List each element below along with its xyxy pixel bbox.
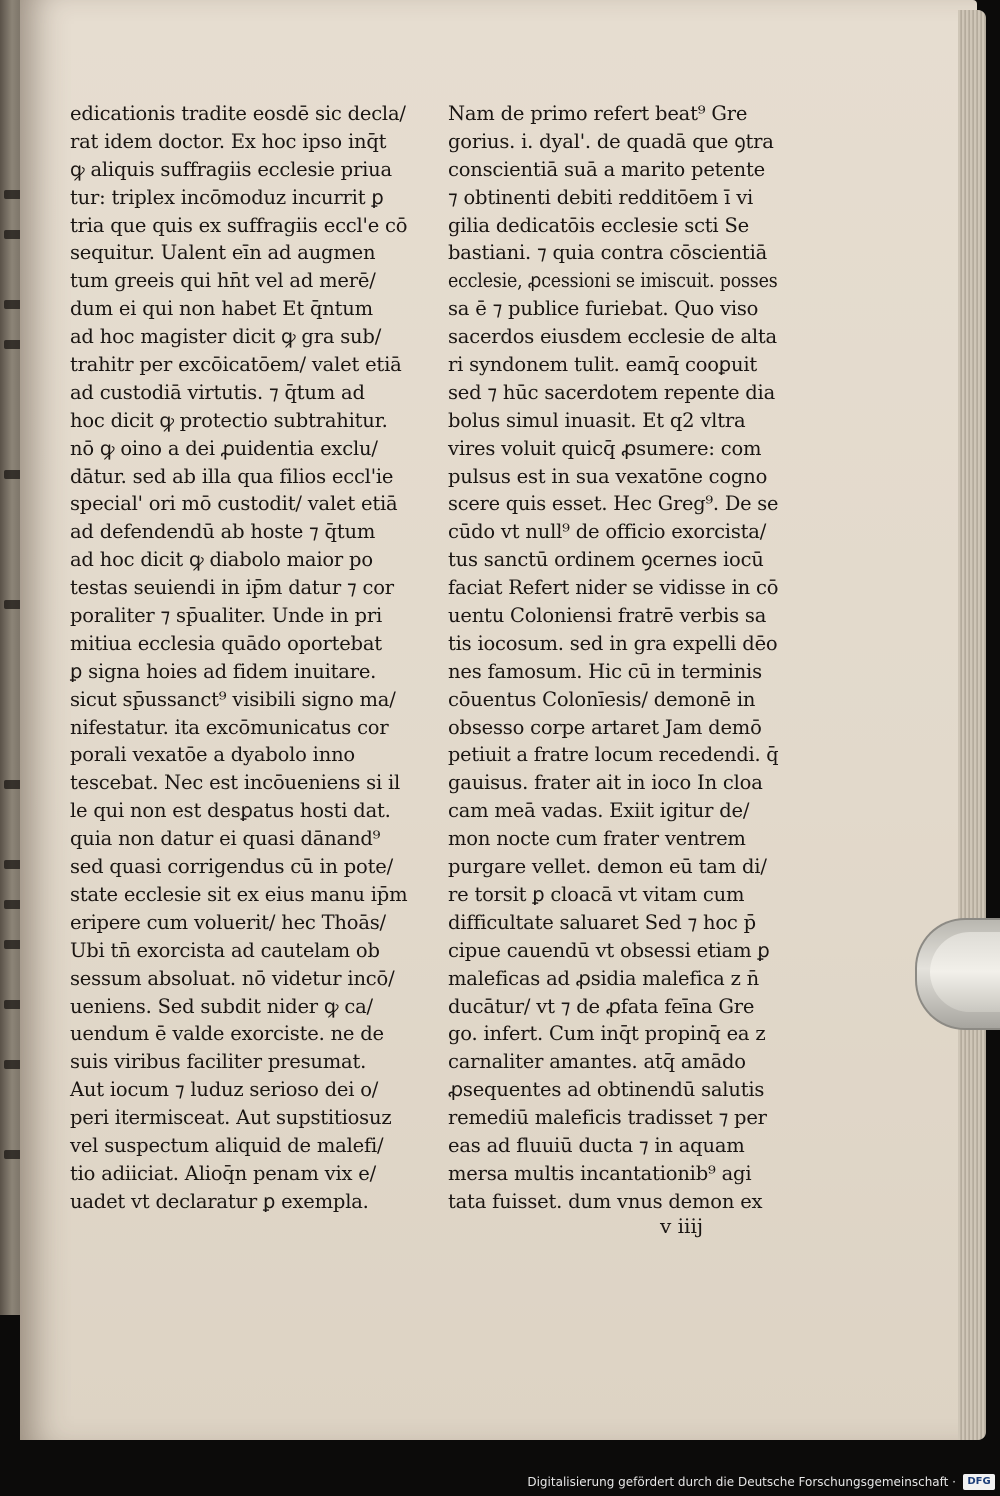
footer-credit: Digitalisierung gefördert durch die Deutsche Forschungsgemeinschaft · bbox=[527, 1475, 956, 1489]
dfg-logo: DFG bbox=[963, 1474, 995, 1490]
text-line: edicationis tradite eosdē sic decla/ bbox=[70, 102, 406, 125]
text-line: porali vexatōe a dyabolo inno bbox=[70, 743, 355, 767]
text-line: tria que quis ex suffragiis eccl'e cō bbox=[70, 213, 408, 237]
text-line: quia non datur ei quasi dānand⁹ bbox=[70, 827, 381, 851]
text-line: mitiua ecclesia quādo oportebat bbox=[70, 631, 382, 655]
text-line: scere quis esset. Hec Greg⁹. De se bbox=[448, 492, 779, 516]
text-line: uentu Coloniensi fratrē verbis sa bbox=[448, 604, 767, 628]
text-line: Aut iocum ⁊ luduz serioso dei o/ bbox=[70, 1078, 379, 1102]
text-line: sacerdos eiusdem ecclesie de alta bbox=[448, 325, 777, 349]
text-line: ducātur/ vt ⁊ de ꝓfata feīna Gre bbox=[448, 994, 755, 1018]
text-line: cōuentus Colonīesis/ demonē in bbox=[448, 687, 756, 711]
text-line: ⁊ obtinenti debiti redditōem ī vi bbox=[448, 185, 754, 209]
text-line: maleficas ad ꝓsidia malefica z n̄ bbox=[448, 966, 760, 990]
signature-mark: v iiij bbox=[660, 1214, 704, 1238]
text-line: sed quasi corrigendus cū in pote/ bbox=[70, 855, 393, 879]
text-line: ad defendendū ab hoste ⁊ q̄tum bbox=[70, 520, 376, 544]
text-line: sicut sp̄ussanct⁹ visibili signo ma/ bbox=[70, 687, 396, 711]
text-line: special' ori mō custodit/ valet etiā bbox=[70, 492, 398, 516]
text-line: sa ē ⁊ publice furiebat. Quo viso bbox=[448, 297, 759, 321]
text-line: ꝑ signa hoies ad fidem inuitare. bbox=[70, 659, 377, 683]
text-line: ecclesie, ꝓcessioni se imiscuit. posses bbox=[448, 269, 778, 293]
text-line: ri syndonem tulit. eamq̄ cooꝑuit bbox=[448, 353, 757, 377]
text-line: cam meā vadas. Exiit igitur de/ bbox=[448, 799, 750, 823]
text-line: nifestatur. ita excōmunicatus cor bbox=[70, 715, 389, 739]
text-line: nes famosum. Hic cū in terminis bbox=[448, 659, 762, 683]
text-line: faciat Refert nider se vidisse in cō bbox=[448, 576, 779, 600]
text-line: ad hoc magister dicit ꝙ gra sub/ bbox=[70, 325, 382, 349]
text-line: suis viribus faciliter presumat. bbox=[70, 1050, 367, 1074]
text-line: go. infert. Cum inq̄t propinq̄ ea z bbox=[448, 1022, 766, 1046]
text-line: remediū maleficis tradisset ⁊ per bbox=[448, 1106, 767, 1130]
text-line: carnaliter amantes. atq̄ amādo bbox=[448, 1050, 746, 1074]
text-line: bastiani. ⁊ quia contra cōscientiā bbox=[448, 241, 768, 265]
text-line: conscientiā suā a marito petente bbox=[448, 157, 765, 181]
text-line: difficultate saluaret Sed ⁊ hoc p̄ bbox=[448, 910, 756, 934]
text-line: gilia dedicatōis ecclesie scti Se bbox=[448, 213, 749, 237]
text-line: pulsus est in sua vexatōne cogno bbox=[448, 464, 768, 488]
text-line: eripere cum voluerit/ hec Thoās/ bbox=[70, 910, 386, 934]
text-line: tata fuisset. dum vnus demon ex bbox=[448, 1189, 763, 1213]
text-line: uadet vt declaratur ꝑ exempla. bbox=[70, 1189, 369, 1213]
text-line: bolus simul inuasit. Et q2 vltra bbox=[448, 408, 746, 432]
text-line: peri itermisceat. Aut supstitiosuz bbox=[70, 1106, 392, 1130]
page-stack-edges bbox=[958, 10, 986, 1440]
text-column-left bbox=[70, 100, 430, 1216]
text-line: ꝙ aliquis suffragiis ecclesie priua bbox=[70, 157, 392, 181]
text-line: tum greeis qui hn̄t vel ad merē/ bbox=[70, 269, 376, 293]
text-line: mon nocte cum frater ventrem bbox=[448, 827, 746, 851]
text-line: tio adiiciat. Alioq̄n penam vix e/ bbox=[70, 1161, 376, 1185]
text-line: gauisus. frater ait in ioco In cloa bbox=[448, 771, 763, 795]
text-line: tus sanctū ordinem ꝯcernes iocū bbox=[448, 548, 764, 572]
text-line: Nam de primo refert beat⁹ Gre bbox=[448, 102, 748, 125]
text-line: tur: triplex incōmoduz incurrit ꝑ bbox=[70, 185, 384, 209]
text-line: ꝓsequentes ad obtinendū salutis bbox=[448, 1078, 765, 1102]
text-line: Ubi tn̄ exorcista ad cautelam ob bbox=[70, 938, 380, 962]
text-line: le qui non est desꝑatus hosti dat. bbox=[70, 799, 391, 823]
text-line: mersa multis incantationib⁹ agi bbox=[448, 1161, 752, 1185]
text-line: ad hoc dicit ꝙ diabolo maior po bbox=[70, 548, 373, 572]
text-line: dum ei qui non habet Et q̄ntum bbox=[70, 297, 373, 321]
text-line: sequitur. Ualent eīn ad augmen bbox=[70, 241, 376, 265]
text-line: state ecclesie sit ex eius manu ip̄m bbox=[70, 882, 408, 906]
text-line: re torsit ꝑ cloacā vt vitam cum bbox=[448, 882, 745, 906]
text-line: tis iocosum. sed in gra expelli dēo bbox=[448, 631, 778, 655]
text-line: sed ⁊ hūc sacerdotem repente dia bbox=[448, 380, 776, 404]
text-line: sessum absoluat. nō videtur incō/ bbox=[70, 966, 395, 990]
text-line: testas seuiendi in ip̄m datur ⁊ cor bbox=[70, 576, 394, 600]
text-line: ad custodiā virtutis. ⁊ q̄tum ad bbox=[70, 380, 365, 404]
text-line: ueniens. Sed subdit nider ꝙ ca/ bbox=[70, 994, 373, 1018]
text-line: poraliter ⁊ sp̄ualiter. Unde in pri bbox=[70, 604, 382, 628]
text-line: cūdo vt null⁹ de officio exorcista/ bbox=[448, 520, 767, 544]
text-line: vel suspectum aliquid de malefi/ bbox=[70, 1133, 384, 1157]
text-line: rat idem doctor. Ex hoc ipso inq̄t bbox=[70, 129, 387, 153]
text-line: dātur. sed ab illa qua filios eccl'ie bbox=[70, 464, 394, 488]
text-column-right bbox=[448, 100, 778, 1216]
text-line: gorius. i. dyal'. de quadā que ꝯtra bbox=[448, 129, 774, 153]
text-line: uendum ē valde exorciste. ne de bbox=[70, 1022, 384, 1046]
text-line: trahitr per excōicatōem/ valet etiā bbox=[70, 353, 402, 377]
page-clip-highlight bbox=[930, 932, 1000, 1012]
text-line: cipue cauendū vt obsessi etiam ꝑ bbox=[448, 938, 770, 962]
text-line: petiuit a fratre locum recedendi. q̄ bbox=[448, 743, 779, 767]
text-line: tescebat. Nec est incōueniens si il bbox=[70, 771, 401, 795]
text-line: eas ad fluuiū ducta ⁊ in aquam bbox=[448, 1133, 745, 1157]
text-line: hoc dicit ꝙ protectio subtrahitur. bbox=[70, 408, 388, 432]
text-line: nō ꝙ oino a dei ꝓuidentia exclu/ bbox=[70, 436, 378, 460]
text-line: purgare vellet. demon eū tam di/ bbox=[448, 855, 767, 879]
text-line: obsesso corpe artaret Jam demō bbox=[448, 715, 762, 739]
text-line: vires voluit quicq̄ ꝓsumere: com bbox=[448, 436, 762, 460]
